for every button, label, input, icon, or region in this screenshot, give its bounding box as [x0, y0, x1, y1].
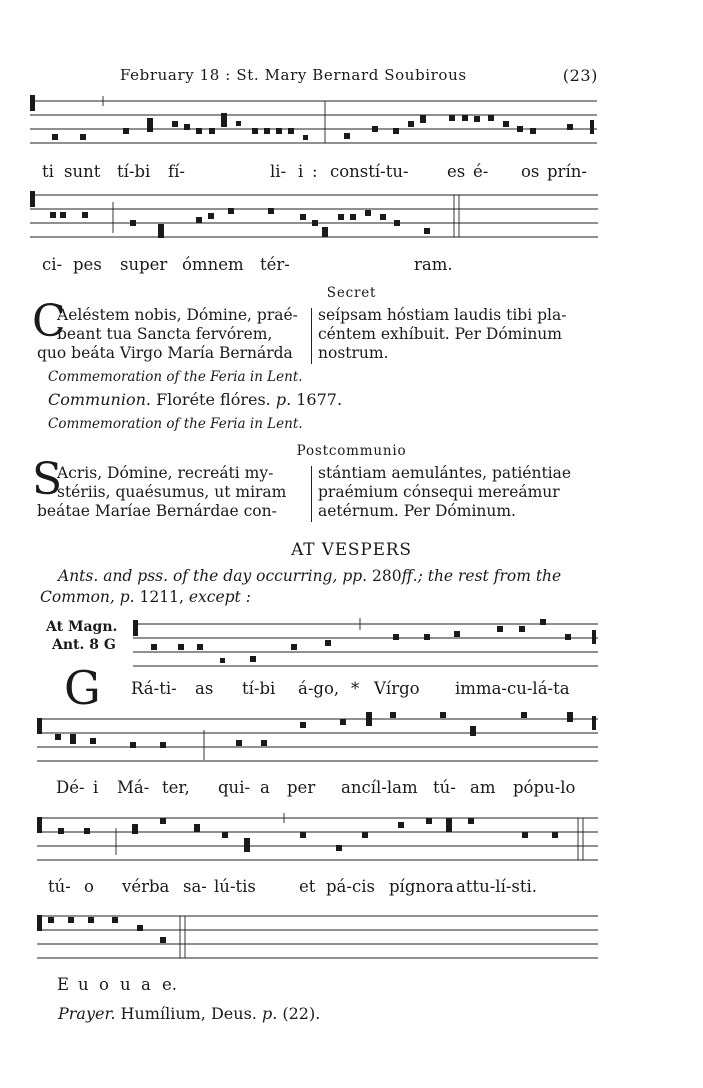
prayer-label: Prayer. [58, 1004, 116, 1023]
lyric-syllable: pígnora [389, 877, 454, 896]
lyric-syllable: sunt [64, 162, 101, 181]
lyric-syllable: a [260, 778, 270, 797]
lyric-syllable: Dé- [56, 778, 85, 797]
lyric-syllable: fí- [168, 162, 185, 181]
communion-label: Communion. [48, 390, 151, 409]
lyric-syllable: ci- [42, 255, 63, 274]
lyric-syllable: e. [162, 975, 178, 994]
lyric-syllable: * [351, 679, 360, 698]
lyric-syllable: tí-bi [117, 162, 151, 181]
lyric-syllable: á-go, [298, 679, 340, 698]
running-title: February 18 : St. Mary Bernard Soubirous [120, 66, 467, 84]
postcommunio-left-line-3: beátae Maríae Bernárdae con- [37, 502, 277, 520]
lyric-syllable: imma-cu-lá-ta [455, 679, 570, 698]
lyric-syllable: es [447, 162, 466, 181]
postcommunio-right-line-3: aetérnum. Per Dóminum. [318, 502, 516, 520]
secret-initial: C [32, 296, 66, 347]
lyric-syllable: pá-cis [326, 877, 375, 896]
vespers-rubric-part: ; the rest from the [417, 567, 562, 585]
lyric-syllable: i [298, 162, 304, 181]
lyric-syllable: ter, [162, 778, 190, 797]
lyric-syllable: ancíl-lam [341, 778, 418, 797]
postcommunio-title: Postcommunio [296, 443, 407, 459]
lyric-syllable: Vírgo [374, 679, 420, 698]
lyric-syllable: tú- [433, 778, 456, 797]
lyric-syllable: ómnem [182, 255, 244, 274]
lyric-syllable: : [312, 162, 318, 181]
vespers-rubric-part: Common, p. [40, 588, 135, 606]
lyric-syllable: pes [73, 255, 102, 274]
vespers-title: AT VESPERS [291, 540, 412, 560]
commemoration-rubric: Commemoration of the Feria in Lent. [48, 369, 303, 385]
lyric-syllable: sa- [183, 877, 207, 896]
lyric-syllable: ti [42, 162, 54, 181]
secret-right-line-3: nostrum. [318, 344, 389, 362]
vespers-rubric-page: 280 [372, 567, 402, 585]
lyric-syllable: u [78, 975, 89, 994]
lyric-syllable: lú-tis [214, 877, 256, 896]
lyric-syllable: qui- [218, 778, 251, 797]
vespers-rubric-part: ff. [401, 567, 418, 585]
lyric-syllable: vérba [122, 877, 170, 896]
lyric-syllable: é- [473, 162, 489, 181]
prayer-line [58, 1004, 320, 1023]
lyric-syllable: os [521, 162, 540, 181]
lyric-syllable: attu-lí-sti. [456, 877, 538, 896]
secret-text [0, 306, 703, 366]
postcommunio-left-line-1: Acris, Dómine, recreáti my- [57, 464, 274, 482]
lyric-syllable: prín- [547, 162, 587, 181]
lyric-syllable: tí-bi [242, 679, 276, 698]
communion-page: 1677. [296, 390, 343, 409]
column-divider [311, 308, 312, 364]
vespers-rubric-line-1 [58, 567, 561, 585]
prayer-page: (22). [282, 1004, 321, 1023]
postcommunio-left-line-2: stériis, quaésumus, ut miram [57, 483, 287, 501]
vespers-rubric-line-2 [40, 588, 251, 606]
secret-left-line-3: quo beáta Virgo María Bernárda [37, 344, 293, 362]
antiphon-initial: G [64, 661, 101, 715]
lyric-syllable: pópu-lo [513, 778, 576, 797]
commemoration-rubric: Commemoration of the Feria in Lent. [48, 416, 303, 432]
lyric-syllable: Má- [117, 778, 150, 797]
prayer-page-label: p. [261, 1004, 278, 1023]
lyric-syllable: li- [270, 162, 287, 181]
secret-left-line-2: beant tua Sancta fervórem, [57, 325, 273, 343]
column-divider [311, 466, 312, 522]
communion-line [48, 390, 342, 409]
lyric-syllable: am [470, 778, 496, 797]
communion-text: Floréte flóres. [156, 390, 271, 409]
lyric-syllable: E [57, 975, 70, 994]
lyric-syllable: Rá-ti- [131, 679, 177, 698]
lyric-syllable: u [120, 975, 131, 994]
lyric-syllable: i [93, 778, 99, 797]
lyric-syllable: per [287, 778, 316, 797]
postcommunio-right-line-1: stántiam aemulántes, patiéntiae [318, 464, 572, 482]
postcommunio-right-line-2: praémium cónsequi mereámur [318, 483, 560, 501]
prayer-text: Humílium, Deus. [120, 1004, 257, 1023]
lyric-syllable: o [99, 975, 109, 994]
secret-left-line-1: Aeléstem nobis, Dómine, praé- [57, 306, 298, 324]
postcommunio-initial: S [32, 454, 63, 505]
secret-title: Secret [326, 285, 377, 301]
antiphon-label: At Magn. [46, 619, 118, 635]
lyric-syllable: constí-tu- [330, 162, 409, 181]
lyric-syllable: a [141, 975, 151, 994]
lyric-syllable: et [299, 877, 316, 896]
antiphon-mode: Ant. 8 G [52, 637, 116, 653]
page-number: (23) [562, 66, 598, 85]
communion-page-label: p. [275, 390, 292, 409]
secret-right-line-1: seípsam hóstiam laudis tibi pla- [318, 306, 567, 324]
vespers-rubric-part: Ants. and pss. of the day occurring, pp. [58, 567, 368, 585]
postcommunio-text [0, 464, 703, 524]
vespers-rubric-part: except : [188, 588, 251, 606]
lyric-syllable: tér- [260, 255, 290, 274]
lyric-syllable: as [195, 679, 214, 698]
lyric-syllable: o [84, 877, 94, 896]
secret-right-line-2: céntem exhíbuit. Per Dóminum [318, 325, 562, 343]
lyric-syllable: ram. [414, 255, 453, 274]
lyric-syllable: tú- [48, 877, 71, 896]
vespers-rubric-page: 1211, [139, 588, 184, 606]
lyric-syllable: super [120, 255, 168, 274]
